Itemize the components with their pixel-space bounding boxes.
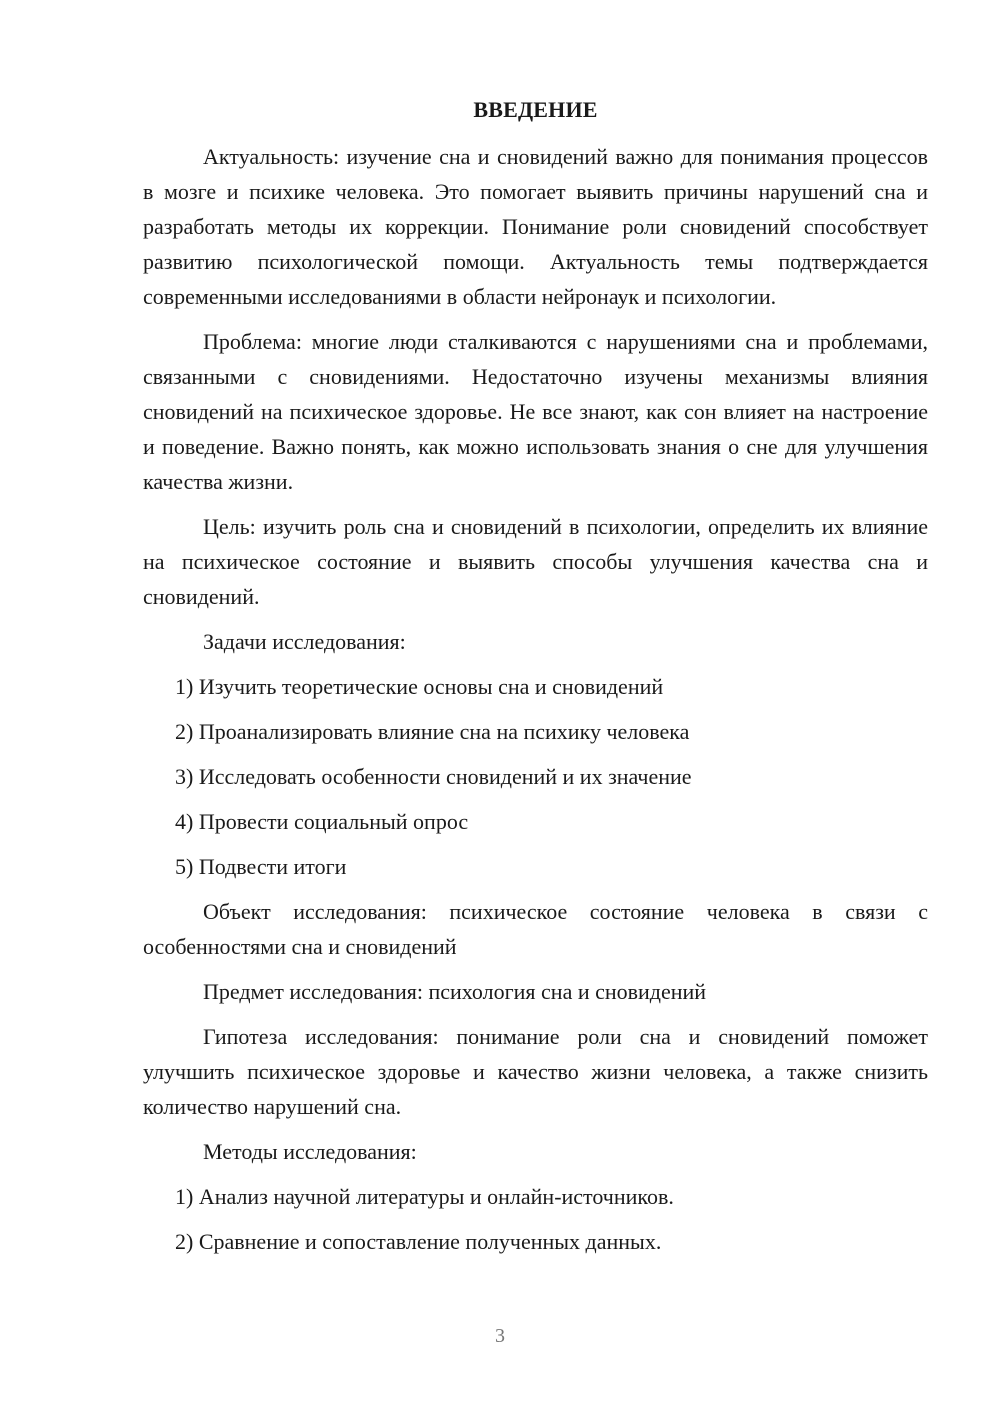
list-item: 1) Изучить теоретические основы сна и сновидений bbox=[175, 674, 664, 699]
list-item: 2) Проанализировать влияние сна на психику человека bbox=[175, 719, 690, 744]
tasks-title: Задачи исследования: bbox=[203, 629, 406, 654]
section-heading: ВВЕДЕНИЕ bbox=[473, 97, 598, 122]
list-item: 3) Исследовать особенности сновидений и их значение bbox=[175, 764, 692, 789]
methods-list bbox=[143, 1179, 928, 1259]
relevance-paragraph: Актуальность: изучение сна и сновидений важно для понимания процессов в мозге и психике человека. Это помогает выявить причины нарушений сна и разработать методы их коррекции. Понимание роли сновидений способствует развитию психологической помощи. Актуальность темы подтверждается современными исследованиями в области нейронаук и психологии. bbox=[143, 144, 928, 309]
methods-title: Методы исследования: bbox=[203, 1139, 417, 1164]
page-content bbox=[143, 92, 928, 1259]
list-item: 1) Анализ научной литературы и онлайн-источников. bbox=[175, 1184, 674, 1209]
subject-paragraph: Предмет исследования: психология сна и сновидений bbox=[203, 979, 707, 1004]
hypothesis-paragraph: Гипотеза исследования: понимание роли сна и сновидений поможет улучшить психическое здоровье и качество жизни человека, а также снизить количество нарушений сна. bbox=[143, 1024, 928, 1119]
object-paragraph: Объект исследования: психическое состояние человека в связи с особенностями сна и сновидений bbox=[143, 899, 928, 959]
list-item: 2) Сравнение и сопоставление полученных данных. bbox=[175, 1229, 662, 1254]
problem-paragraph: Проблема: многие люди сталкиваются с нарушениями сна и проблемами, связанными с сновидениями. Недостаточно изучены механизмы влияния сновидений на психическое здоровье. Не все знают, как сон влияет на настроение и поведение. Важно понять, как можно использовать знания о сне для улучшения качества жизни. bbox=[143, 329, 928, 494]
list-item: 4) Провести социальный опрос bbox=[175, 809, 469, 834]
page-number: 3 bbox=[495, 1325, 505, 1347]
goal-paragraph: Цель: изучить роль сна и сновидений в психологии, определить их влияние на психическое состояние и выявить способы улучшения качества сна и сновидений. bbox=[143, 514, 928, 609]
list-item: 5) Подвести итоги bbox=[175, 854, 347, 879]
tasks-list bbox=[143, 669, 928, 884]
